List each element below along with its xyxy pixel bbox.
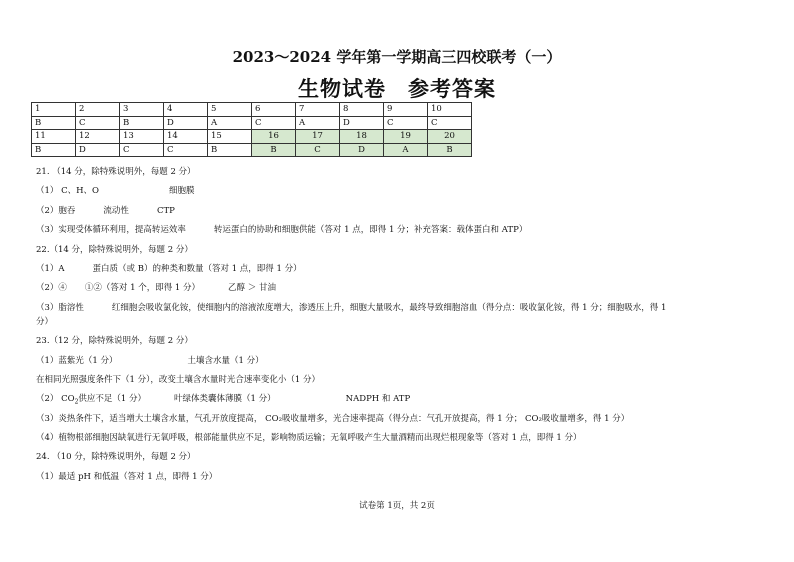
answer-text: （2） CO [36, 394, 75, 405]
page-footer: 试卷第 1页，共 2页 [359, 501, 435, 511]
q23-line-2: 在相同光照强度条件下（1 分），改变土壤含水量时光合速率变化小（1 分） [36, 374, 320, 385]
q22-line-2 [36, 281, 786, 300]
answer-text: 流动性 [103, 205, 129, 216]
table-row [32, 116, 472, 130]
answer-cell: C [296, 143, 340, 157]
answer-cell: B [428, 143, 472, 157]
answer-text: （3）实现受体循环利用，提高转运效率 [36, 225, 186, 236]
answer-cell: B [32, 143, 76, 157]
answer-text: （1）A [36, 263, 65, 274]
answer-text: 乙醇 ＞ 甘油 [228, 283, 276, 294]
question-number: 15 [208, 130, 252, 144]
answer-cell: A [296, 116, 340, 130]
answer-cell: A [384, 143, 428, 157]
question-number: 6 [252, 103, 296, 117]
answer-text: 叶绿体类囊体薄膜（1 分） [174, 394, 276, 405]
answer-body [36, 165, 786, 489]
table-row [32, 143, 472, 157]
q23-line-5: （4）植物根部细胞因缺氧进行无氧呼吸，根部能量供应不足，影响物质运输；无氧呼吸产生大量酒精而出现烂根现象等（答对 1 点，即得 1 分） [36, 433, 582, 444]
question-number: 7 [296, 103, 340, 117]
question-number: 17 [296, 130, 340, 144]
answer-cell: D [76, 143, 120, 157]
answer-text: （2）胞吞 [36, 205, 76, 216]
answer-table [31, 102, 472, 157]
question-number: 14 [164, 130, 208, 144]
answer-text: 细胞膜 [169, 186, 195, 197]
answer-cell: C [384, 116, 428, 130]
answer-text: 红细胞会吸收氯化铵，使细胞内的溶液浓度增大，渗透压上升，细胞大量吸水，最终导致细胞溶血（得分点：吸收氯化铵，得 1 分；细胞吸水，得 1 [111, 302, 667, 313]
question-number: 18 [340, 130, 384, 144]
answer-text: NADPH 和 ATP [345, 394, 411, 405]
answer-text: （1）蓝紫光（1 分） [36, 355, 118, 366]
q22-line-3-cont: 分） [36, 316, 54, 327]
question-number: 8 [340, 103, 384, 117]
question-number: 16 [252, 130, 296, 144]
answer-text [36, 392, 146, 410]
q23-heading: 23.（12 分，除特殊说明外，每题 2 分） [36, 336, 193, 347]
table-row [32, 130, 472, 144]
question-number: 11 [32, 130, 76, 144]
answer-cell: B [32, 116, 76, 130]
q21-heading: 21. （14 分，除特殊说明外，每题 2 分） [36, 167, 196, 177]
question-number: 13 [120, 130, 164, 144]
exam-title: 2023～2024 学年第一学期高三四校联考（一） [232, 48, 562, 66]
q23-line-4: （3）炎热条件下，适当增大土壤含水量，气孔开放度提高， CO₂吸收量增多，光合速率提高（得分点：气孔开放提高，得 1 分； CO₂吸收量增多，得 1 分） [36, 413, 630, 424]
answer-cell: D [340, 143, 384, 157]
question-number: 2 [76, 103, 120, 117]
question-number: 19 [384, 130, 428, 144]
answer-cell: B [208, 143, 252, 157]
question-number: 3 [120, 103, 164, 117]
answer-cell: D [164, 116, 208, 130]
answer-cell: C [76, 116, 120, 130]
q21-line-2 [36, 204, 786, 223]
question-number: 4 [164, 103, 208, 117]
answer-cell: C [120, 143, 164, 157]
q23-line-3 [36, 392, 786, 411]
answer-text: （2）④ [36, 283, 67, 294]
answer-text: 转运蛋白的协助和细胞供能（答对 1 点，即得 1 分；补充答案：载体蛋白和 ATP） [213, 225, 528, 236]
answer-text: ①②（答对 1 个，即得 1 分） [84, 283, 201, 294]
q24-heading: 24. （10 分，除特殊说明外，每题 2 分） [36, 452, 196, 463]
question-number: 1 [32, 103, 76, 117]
q23-line-1 [36, 354, 786, 373]
q24-line-1: （1）最适 pH 和低温（答对 1 点，即得 1 分） [36, 471, 218, 482]
question-number: 9 [384, 103, 428, 117]
q22-line-1 [36, 262, 786, 281]
answer-cell: B [120, 116, 164, 130]
question-number: 12 [76, 130, 120, 144]
q22-heading: 22.（14 分，除特殊说明外，每题 2 分） [36, 244, 193, 255]
q21-line-3 [36, 223, 786, 242]
answer-text: （3）脂溶性 [36, 302, 84, 313]
table-row [32, 103, 472, 117]
question-number: 5 [208, 103, 252, 117]
answer-cell: A [208, 116, 252, 130]
answer-text: 土壤含水量（1 分） [187, 355, 264, 366]
answer-text: 蛋白质（或 B）的种类和数量（答对 1 点，即得 1 分） [92, 263, 302, 274]
q22-line-3 [36, 301, 786, 315]
subscript: 2 [74, 398, 79, 406]
question-number: 20 [428, 130, 472, 144]
question-number: 10 [428, 103, 472, 117]
answer-cell: D [340, 116, 384, 130]
answer-cell: C [428, 116, 472, 130]
answer-text: CTP [156, 205, 175, 216]
answer-cell: C [252, 116, 296, 130]
answer-cell: C [164, 143, 208, 157]
answer-cell: B [252, 143, 296, 157]
q21-line-1 [36, 184, 786, 203]
answer-text: （1） C、H、O [36, 186, 99, 197]
answer-key-title: 生物试卷 参考答案 [298, 76, 496, 101]
answer-text: 供应不足（1 分） [78, 394, 147, 405]
